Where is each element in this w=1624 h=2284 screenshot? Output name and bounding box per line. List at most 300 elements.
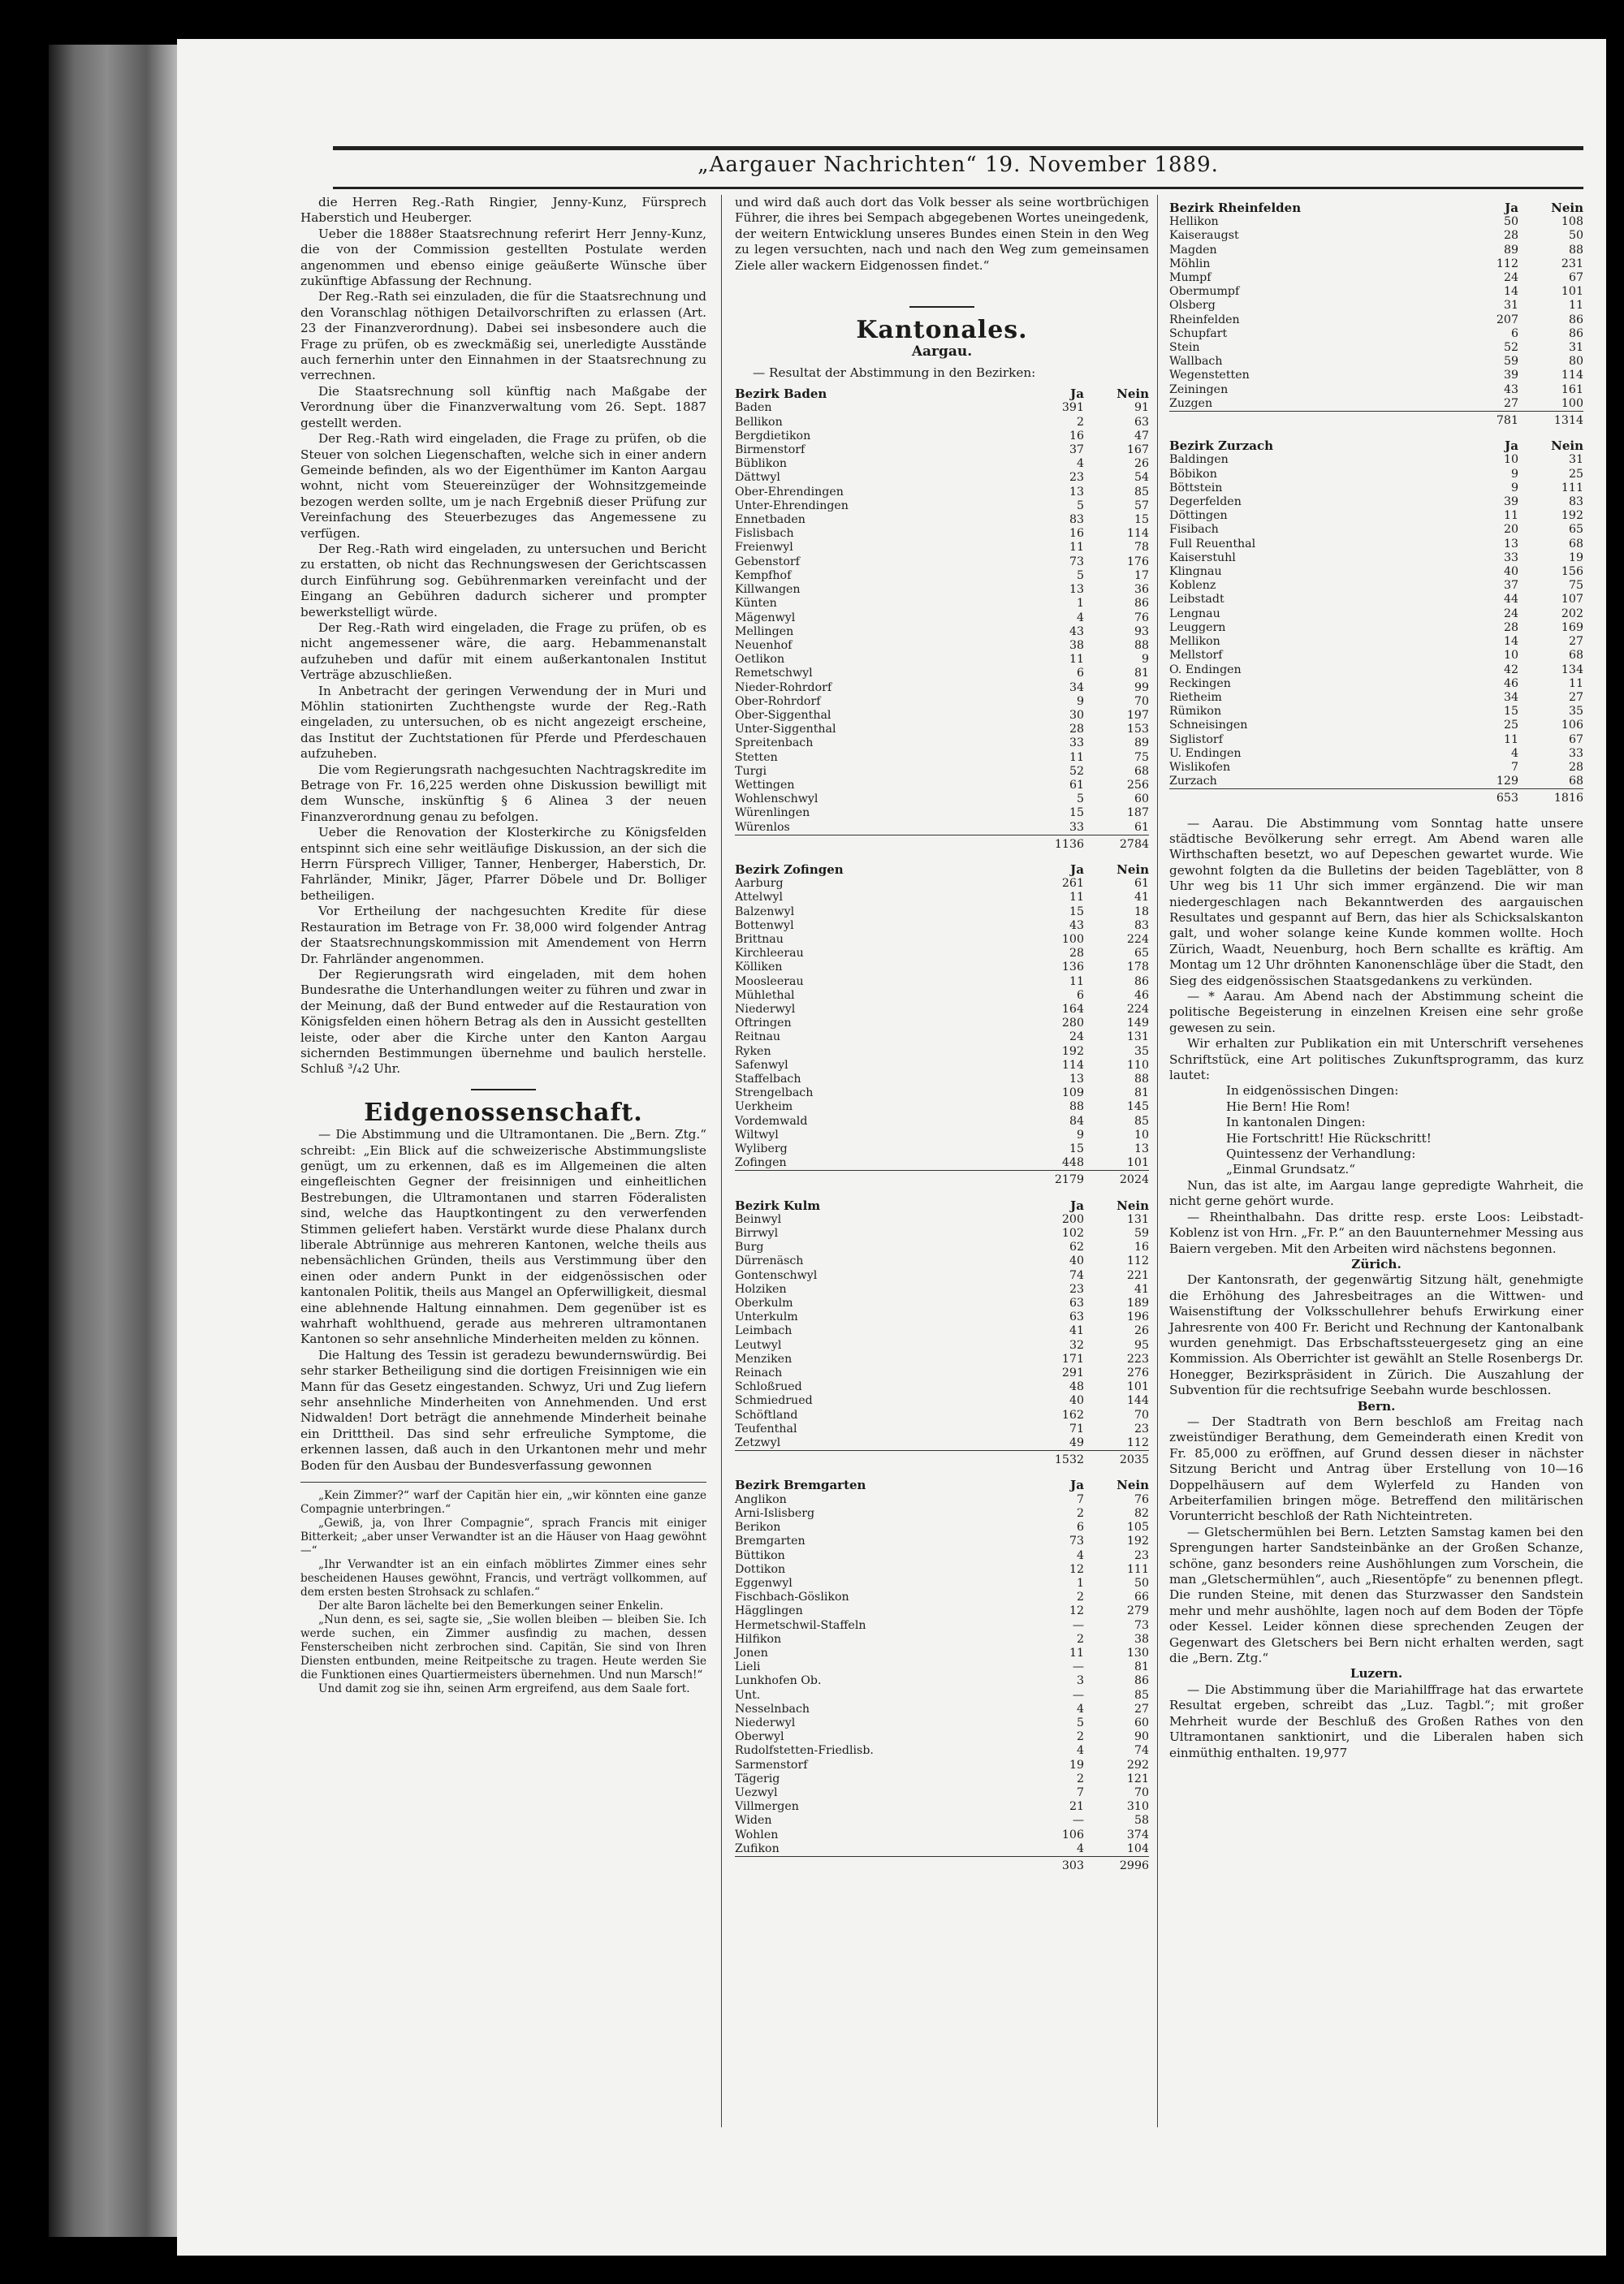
votes-nein: 11 (1568, 676, 1583, 690)
municipality: Obermumpf (1169, 285, 1240, 299)
votes-ja: 4 (1076, 457, 1084, 471)
municipality: Hellikon (1169, 215, 1219, 229)
municipality: Nieder-Rohrdorf (735, 680, 832, 694)
municipality: Leibstadt (1169, 593, 1224, 607)
votes-nein: 256 (1126, 778, 1149, 792)
table-row (1169, 579, 1583, 593)
municipality: Künten (735, 597, 777, 611)
municipality: Vordemwald (735, 1114, 808, 1128)
votes-nein: 9 (1141, 653, 1149, 667)
votes-ja: 4 (1076, 1702, 1084, 1716)
votes-ja: 200 (1061, 1212, 1084, 1226)
masthead-title: „Aargauer Nachrichten“ 19. November 1889. (698, 153, 1219, 177)
votes-nein: 224 (1126, 1002, 1149, 1016)
municipality: Magden (1169, 243, 1217, 257)
votes-nein: 85 (1134, 1114, 1149, 1128)
municipality: Safenwyl (735, 1058, 788, 1072)
votes-ja: 63 (1069, 1297, 1084, 1310)
table-row (735, 1283, 1149, 1297)
municipality: Lunkhofen Ob. (735, 1674, 822, 1688)
votes-nein: 223 (1126, 1352, 1149, 1366)
table-row (1169, 313, 1583, 327)
column-header-ja: Ja (1505, 438, 1518, 454)
municipality: Schneisingen (1169, 719, 1248, 732)
votes-nein: 91 (1134, 401, 1149, 415)
votes-nein: 73 (1134, 1618, 1149, 1632)
votes-ja: 11 (1503, 509, 1518, 523)
votes-ja: 1 (1076, 1576, 1084, 1590)
column-header-nein: Nein (1551, 438, 1583, 454)
aarau-news-2 (1169, 1178, 1583, 1257)
paragraph: Die Haltung des Tessin ist geradezu bewundernswürdig. Bei sehr starker Betheiligung sind die dortigen Freisinnigen wie ein Mann für das Gesetz eingestanden. Schwyz, Uri und Zug liefern sehr ansehnliche Minderheiten von Annehmenden. Und erst Nidwalden! Dort beträgt die annehmende Minderheit beinahe ein Dritttheil. Das sind sehr erfreuliche Symptome, die erkennen lassen, daß auch in den Urkantonen mehr und mehr Boden für den Ausbau der Bundesverfassung gewonnen (300, 1347, 706, 1473)
table-row (735, 695, 1149, 709)
table-row (735, 919, 1149, 933)
votes-nein: 76 (1134, 1492, 1149, 1506)
votes-nein: 31 (1568, 453, 1583, 467)
table-row (735, 1814, 1149, 1828)
votes-ja: 4 (1076, 1548, 1084, 1562)
votes-nein: 76 (1134, 611, 1149, 624)
votes-ja: 44 (1503, 593, 1518, 607)
table-row (735, 457, 1149, 471)
table-row (1169, 229, 1583, 243)
table-row (735, 1828, 1149, 1842)
municipality: Anglikon (735, 1492, 787, 1506)
votes-nein: 189 (1126, 1297, 1149, 1310)
municipality: Unterkulm (735, 1310, 798, 1324)
votes-ja: 33 (1503, 550, 1518, 564)
votes-ja: 100 (1061, 932, 1084, 946)
table-row (735, 821, 1149, 835)
votes-ja: 13 (1069, 1073, 1084, 1086)
table-row (1169, 327, 1583, 341)
table-row (1169, 383, 1583, 397)
heading-aargau: Aargau. (911, 343, 973, 361)
municipality: Zuzgen (1169, 396, 1213, 410)
municipality: Degerfelden (1169, 495, 1242, 509)
table-row (735, 1577, 1149, 1591)
votes-ja: 49 (1069, 1436, 1084, 1450)
table-row (735, 625, 1149, 639)
municipality: Klingnau (1169, 565, 1222, 579)
votes-nein: 310 (1126, 1800, 1149, 1814)
votes-nein: 74 (1134, 1744, 1149, 1758)
table-row (1169, 495, 1583, 509)
municipality: Kempfhof (735, 568, 792, 582)
table-row (735, 430, 1149, 443)
paragraph: — Der Stadtrath von Bern beschloß am Freitag nach zweistündiger Berathung, dem Gemeinderath einen Kredit von Fr. 85,000 zu eröffnen, auf Grund dessen dieser in nächster Sitzung Bericht und Antrag über Erstellung von 10—16 Doppelhäusern auf dem Wylerfeld zu Handen von Arbeiterfamilien bringen möge. Betreffend den militärischen Vorunterricht beschloß der Rath Nichteintreten. (1169, 1414, 1583, 1524)
votes-ja: 4 (1076, 1744, 1084, 1758)
masthead (333, 146, 1583, 179)
votes-ja: 14 (1503, 285, 1518, 299)
paragraph: — Aarau. Die Abstimmung vom Sonntag hatte unsere städtische Bevölkerung sehr erregt. Am Abend waren alle Wirthschaften besetzt, wo auf Depeschen gewartet wurde. Wie gewohnt folgten da die Bulletins der beiden Tageblätter, von 8 Uhr weg bis 11 Uhr sich immer ergänzend. Die wir man niedergeschlagen nach Bekanntwerden des aargauischen Resultates und gespannt auf Bern, das hier als Schicksalskanton galt, und woher solange keine Kunde kommen wollte. Hoch Zürich, Waadt, Neuenburg, hoch Bern schallte es kräftig. Am Montag um 12 Uhr dröhnten Kanonenschläge über die Stadt, den Sieg des eidgenössischen Staatsgedankens zu verkünden. (1169, 815, 1583, 988)
votes-nein: 83 (1568, 495, 1583, 509)
table-row (735, 877, 1149, 891)
municipality: Spreitenbach (735, 736, 814, 750)
votes-nein: 86 (1134, 974, 1149, 988)
votes-ja: 2 (1076, 1632, 1084, 1646)
votes-ja: 24 (1069, 1030, 1084, 1044)
heading-eidgenossenschaft: Eidgenossenschaft. (364, 1098, 643, 1127)
table-row (735, 1003, 1149, 1017)
votes-ja: 4 (1076, 1841, 1084, 1855)
votes-nein: 60 (1134, 1716, 1149, 1729)
paragraph: Die Staatsrechnung soll künftig nach Maßgabe der Verordnung über die Finanzverwaltung vom 26. Sept. 1887 gestellt werden. (300, 383, 706, 430)
votes-ja: 24 (1503, 607, 1518, 620)
municipality: Hermetschwil-Staffeln (735, 1618, 866, 1632)
feuilleton-paragraph: „Kein Zimmer?“ warf der Capitän hier ein, „wir könnten eine ganze Compagnie unterbringen.“ (300, 1489, 706, 1517)
municipality: Villmergen (735, 1800, 799, 1814)
votes-ja: 5 (1076, 792, 1084, 806)
column-header-ja: Ja (1070, 1478, 1084, 1493)
votes-nein: 68 (1568, 649, 1583, 663)
votes-ja: 37 (1503, 579, 1518, 593)
votes-nein: 81 (1134, 1086, 1149, 1100)
votes-ja: 162 (1061, 1408, 1084, 1422)
votes-nein: 99 (1134, 680, 1149, 694)
votes-nein: 197 (1126, 708, 1149, 722)
votes-ja: 4 (1510, 746, 1518, 760)
votes-nein: 276 (1126, 1367, 1149, 1380)
votes-nein: 111 (1126, 1562, 1149, 1576)
votes-nein: 63 (1134, 415, 1149, 429)
votes-nein: 47 (1134, 429, 1149, 443)
table-row (735, 947, 1149, 961)
table-row (735, 1310, 1149, 1324)
table-row (735, 1647, 1149, 1660)
votes-ja: 12 (1069, 1604, 1084, 1618)
municipality: Mumpf (1169, 271, 1212, 285)
program-line: Hie Bern! Hie Rom! (1226, 1099, 1351, 1114)
table-row (735, 1772, 1149, 1786)
votes-nein: 374 (1126, 1828, 1149, 1841)
municipality: Rümikon (1169, 705, 1222, 719)
paragraph: — Rheinthalbahn. Das dritte resp. erste Loos: Leibstadt-Koblenz ist von Hrn. „Fr. P.“ an den Bauunternehmer Messing aus Baiern vergeben. Mit den Arbeiten wird nächstens begonnen. (1169, 1209, 1583, 1256)
votes-nein: 156 (1561, 565, 1583, 579)
votes-ja: 20 (1503, 523, 1518, 537)
column-header-ja: Ja (1070, 386, 1084, 402)
votes-nein: 11 (1568, 299, 1583, 313)
votes-ja: 10 (1503, 649, 1518, 663)
table-row (735, 1100, 1149, 1114)
votes-ja: 25 (1503, 719, 1518, 732)
municipality: Kaiserstuhl (1169, 550, 1236, 564)
municipality: Freienwyl (735, 541, 793, 555)
votes-ja: 6 (1076, 1521, 1084, 1535)
municipality: Tägerig (735, 1772, 780, 1785)
table-row (735, 1436, 1149, 1451)
municipality: Rheinfelden (1169, 313, 1240, 326)
table-row (735, 1535, 1149, 1548)
municipality: Niederwyl (735, 1716, 796, 1729)
table-row (735, 891, 1149, 905)
votes-nein: 28 (1568, 760, 1583, 774)
table-row (1169, 285, 1583, 299)
votes-nein: 41 (1134, 1282, 1149, 1296)
municipality: Olsberg (1169, 299, 1216, 313)
votes-nein: 16 (1134, 1241, 1149, 1254)
municipality: Lengnau (1169, 607, 1220, 620)
municipality: Wyliberg (735, 1142, 788, 1156)
luzern-news: — Die Abstimmung über die Mariahilffrage hat das erwartete Resultat ergeben, schreibt das „Luz. Tagbl.“; mit großer Mehrheit wurde der Beschluß des Großen Rathes von den Ultramontanen sanktionirt, und die Liberalen haben sich einmüthig enthalten. 19,977 (1169, 1682, 1583, 1760)
votes-nein: 95 (1134, 1338, 1149, 1352)
municipality: Baldingen (1169, 453, 1229, 467)
municipality: Leuggern (1169, 620, 1226, 634)
table-row (735, 1017, 1149, 1030)
votes-nein: 93 (1134, 624, 1149, 638)
paragraph: In Anbetracht der geringen Verwendung der in Muri und Möhlin stationirten Zuchthengste wurde der Reg.-Rath eingeladen, zu untersuchen, ob es nicht angezeigt erscheine, das Institut der Zuchtstationen für Pferde und Pferdeschauen aufzuheben. (300, 683, 706, 762)
municipality: Moosleerau (735, 974, 804, 988)
paragraph: Ueber die 1888er Staatsrechnung referirt Herr Jenny-Kunz, die von der Commission gestellten Postulate werden angenommen und ebenso einige geäußerte Wünsche über zukünftige Abfassung der Rechnung. (300, 226, 706, 289)
votes-nein: 23 (1134, 1548, 1149, 1562)
table-row (735, 1030, 1149, 1044)
votes-ja: 13 (1503, 537, 1518, 550)
municipality: Eggenwyl (735, 1576, 793, 1590)
votes-ja: 7 (1076, 1492, 1084, 1506)
votes-ja: 28 (1069, 723, 1084, 736)
votes-nein: 149 (1126, 1017, 1149, 1030)
table-row (1169, 355, 1583, 369)
municipality: Staffelbach (735, 1073, 801, 1086)
votes-ja: 2 (1076, 1591, 1084, 1604)
votes-nein: 110 (1126, 1058, 1149, 1072)
feuilleton-paragraph: „Gewiß, ja, von Ihrer Compagnie“, sprach Francis mit einiger Bitterkeit; „aber unser Verwandter ist an die Häuser von Haag gewöhnt —“ (300, 1517, 706, 1558)
municipality: Schupfart (1169, 326, 1228, 340)
municipality: Birmenstorf (735, 443, 806, 457)
votes-nein: 27 (1568, 635, 1583, 649)
place-luzern: Luzern. (1350, 1666, 1403, 1682)
table-row (735, 1241, 1149, 1254)
table-row (1169, 523, 1583, 537)
votes-ja: 43 (1503, 382, 1518, 396)
votes-ja: 10 (1503, 453, 1518, 467)
table-row (735, 1324, 1149, 1338)
paragraph: — * Aarau. Am Abend nach der Abstimmung scheint die politische Begeisterung in einzelnen Kreisen eine sehr große gewesen zu sein. (1169, 989, 1583, 1035)
municipality: Wallbach (1169, 355, 1223, 369)
votes-ja: 37 (1069, 443, 1084, 457)
municipality: Ober-Rohrdorf (735, 694, 821, 708)
municipality: Zurzach (1169, 775, 1217, 788)
municipality: Bergdietikon (735, 429, 811, 443)
votes-ja: 207 (1496, 313, 1518, 326)
votes-nein: 83 (1134, 918, 1149, 932)
table-row (1169, 719, 1583, 732)
votes-nein: 167 (1126, 443, 1149, 457)
district-table (735, 863, 1149, 1193)
table-row (1169, 271, 1583, 285)
total-nein: 2035 (1084, 1451, 1149, 1473)
votes-nein: 60 (1134, 792, 1149, 806)
votes-ja: 89 (1503, 243, 1518, 257)
votes-ja: 6 (1076, 667, 1084, 680)
article-ultramontanen (300, 1127, 706, 1474)
municipality: Wiltwyl (735, 1128, 779, 1142)
votes-nein: 111 (1561, 481, 1583, 494)
votes-ja: 11 (1503, 732, 1518, 746)
column-header-ja: Ja (1070, 1198, 1084, 1213)
table-row (1169, 775, 1583, 789)
table-row (735, 1269, 1149, 1283)
masthead-rule-bottom (333, 187, 1583, 189)
table-row (1169, 635, 1583, 649)
votes-nein: 101 (1561, 285, 1583, 299)
table-row (735, 1380, 1149, 1394)
table-row (1169, 649, 1583, 663)
votes-nein: 104 (1126, 1841, 1149, 1855)
municipality: Wegenstetten (1169, 369, 1250, 382)
table-row (735, 1759, 1149, 1772)
feuilleton (300, 1489, 706, 1696)
table-row (1169, 257, 1583, 271)
votes-ja: 11 (1069, 750, 1084, 764)
votes-ja: 15 (1503, 705, 1518, 719)
votes-nein: 224 (1126, 932, 1149, 946)
table-row (735, 1115, 1149, 1129)
votes-nein: 75 (1134, 750, 1149, 764)
votes-ja: — (1072, 1618, 1084, 1632)
votes-ja: 46 (1503, 676, 1518, 690)
municipality: Oberwyl (735, 1730, 784, 1744)
municipality: Dottikon (735, 1562, 786, 1576)
feuilleton-paragraph: Und damit zog sie ihn, seinen Arm ergreifend, aus dem Saale fort. (318, 1682, 690, 1696)
votes-ja: 33 (1069, 820, 1084, 834)
column-1-paragraphs (300, 195, 706, 1077)
table-row (1169, 691, 1583, 705)
paragraph: Wir erhalten zur Publikation ein mit Unterschrift versehenes Schriftstück, eine Art politisches Zukunftsprogramm, das kurz lautet: (1169, 1036, 1583, 1083)
votes-ja: 50 (1503, 215, 1518, 229)
votes-nein: 89 (1134, 736, 1149, 750)
votes-nein: 86 (1568, 313, 1583, 326)
table-row (1169, 677, 1583, 691)
municipality: Wohlenschwyl (735, 792, 818, 806)
table-row (735, 989, 1149, 1003)
paragraph: Die vom Regierungsrath nachgesuchten Nachtragskredite im Betrage von Fr. 16,225 werden ohne Diskussion bewilligt mit dem Wunsche, inskünftig § 6 Alinea 3 der neuen Finanzverordnung genau zu befolgen. (300, 762, 706, 824)
votes-ja: 40 (1503, 565, 1518, 579)
municipality: Schmiedrued (735, 1394, 813, 1408)
paragraph: Der Regierungsrath wird eingeladen, mit dem hohen Bundesrathe die Unterhandlungen weiter zu führen und zwar in der Meinung, daß der Bund entweder auf die Restauration von Königsfelden einen höhern Betrag als den in Aussicht gestellten leiste, oder aber die Kirche unter den Kanton Aargau sichernden Bestimmungen übernehme und baulich herstelle. Schluß ³/₄2 Uhr. (300, 966, 706, 1077)
votes-nein: 61 (1134, 877, 1149, 891)
votes-ja: 106 (1061, 1828, 1084, 1841)
table-row (1169, 397, 1583, 412)
table-row (1169, 621, 1583, 635)
votes-ja: 28 (1503, 620, 1518, 634)
paragraph: Der Reg.-Rath sei einzuladen, die für die Staatsrechnung und den Voranschlag nöthigen Detailvorschriften zu erlassen (Art. 23 der Finanzverordnung). Dabei sei insbesondere auch die Frage zu prüfen, ob es zweckmäßig sei, unerledigte Ausstände auch fernerhin unter den Einnahmen in der Staatsrechnung zu verrechnen. (300, 289, 706, 383)
votes-ja: 38 (1069, 638, 1084, 652)
table-row (1169, 705, 1583, 719)
municipality: Beinwyl (735, 1212, 782, 1226)
municipality: Rudolfstetten-Friedlisb. (735, 1744, 874, 1758)
votes-ja: 42 (1503, 663, 1518, 676)
municipality: Schloßrued (735, 1380, 802, 1394)
municipality: Möhlin (1169, 257, 1211, 270)
municipality: Koblenz (1169, 579, 1216, 593)
table-row (735, 736, 1149, 750)
votes-nein: 70 (1134, 1408, 1149, 1422)
total-row (1169, 789, 1583, 811)
table-row (735, 1633, 1149, 1647)
municipality: Leimbach (735, 1324, 793, 1338)
votes-ja: 164 (1061, 1002, 1084, 1016)
votes-ja: 41 (1069, 1324, 1084, 1338)
municipality: Fislisbach (735, 527, 794, 541)
column-header-nein: Nein (1116, 861, 1149, 877)
paragraph: — Gletschermühlen bei Bern. Letzten Samstag kamen bei den Sprengungen harter Sandsteinbänke an der Großen Schanze, schöne, ganz besonders reine Aushöhlungen zum Vorschein, die man „Gletschermühlen“, auch „Riesentöpfe“ zu benennen pflegt. Die runden Steine, mit denen das Sturzwasser den Sandstein mehr und mehr aushöhlte, lagen noch auf dem Boden der Töpfe oder Kessel. Leider können diese sprechenden Zeugen der Gegenwart des Gletschers bei Bern nicht erhalten werden, sagt die „Bern. Ztg.“ (1169, 1524, 1583, 1666)
paragraph: die Herren Reg.-Rath Ringier, Jenny-Kunz, Fürsprech Haberstich und Heuberger. (300, 195, 706, 226)
district-title: Bezirk Kulm (735, 1198, 821, 1213)
table-row (735, 1353, 1149, 1367)
table-row (735, 583, 1149, 597)
total-ja: 1136 (1019, 835, 1084, 857)
table-row (735, 1156, 1149, 1171)
total-row (735, 1856, 1149, 1878)
votes-ja: 5 (1076, 1716, 1084, 1729)
votes-ja: 2 (1076, 1730, 1084, 1744)
municipality: Widen (735, 1814, 772, 1828)
votes-nein: 68 (1568, 775, 1583, 788)
votes-ja: 39 (1503, 495, 1518, 509)
total-nein: 2024 (1084, 1171, 1149, 1193)
votes-ja: 14 (1503, 635, 1518, 649)
votes-ja: 16 (1069, 429, 1084, 443)
municipality: Fisibach (1169, 523, 1219, 537)
municipality: Burg (735, 1241, 764, 1254)
votes-ja: 19 (1069, 1758, 1084, 1772)
municipality: Jonen (735, 1646, 768, 1660)
municipality: Unter-Siggenthal (735, 723, 836, 736)
article-continuation: und wird daß auch dort das Volk besser als seine wortbrüchigen Führer, die ihres bei Sempach abgegebenen Wortes uneingedenk, der weitern Entwicklung unseres Bundes einen Stein in den Weg zu legen versuchten, nach und nach den Weg zum gemeinsamen Ziele aller wackern Eidgenossen findet.“ (735, 195, 1149, 273)
paragraph: Der Reg.-Rath wird eingeladen, zu untersuchen und Bericht zu erstatten, ob nicht das Rechnungswesen der Gerichtscassen durch Einführung sog. Gebührenmarken vereinfacht und der Eingang an Gebühren dadurch sicherer und prompter bewerkstelligt würde. (300, 541, 706, 620)
votes-nein: 114 (1126, 527, 1149, 541)
municipality: Ober-Ehrendingen (735, 485, 844, 499)
votes-nein: 176 (1126, 555, 1149, 568)
paragraph: Ueber die Renovation der Klosterkirche zu Königsfelden entspinnt sich eine sehr weitläufige Diskussion, an der sich die Herrn Fürsprech Villiger, Tanner, Henberger, Haberstich, Dr. Fahrländer, Minikr, Jäger, Pfarrer Döbele und Dr. Bolliger betheiligen. (300, 825, 706, 903)
votes-ja: 2 (1076, 415, 1084, 429)
votes-nein: 36 (1134, 583, 1149, 597)
table-row (1169, 565, 1583, 579)
table-row (735, 681, 1149, 695)
votes-nein: 231 (1561, 257, 1583, 270)
votes-nein: 131 (1126, 1030, 1149, 1044)
district-results-continued (1169, 201, 1583, 811)
votes-ja: 43 (1069, 918, 1084, 932)
municipality: Dürrenäsch (735, 1254, 804, 1268)
votes-ja: 11 (1069, 891, 1084, 905)
total-label (1169, 789, 1453, 811)
votes-ja: 4 (1076, 611, 1084, 624)
municipality: Oftringen (735, 1017, 792, 1030)
votes-nein: 57 (1134, 499, 1149, 512)
votes-nein: 202 (1561, 607, 1583, 620)
bern-news (1169, 1414, 1583, 1667)
municipality: Würenlingen (735, 806, 810, 820)
votes-ja: 9 (1076, 1128, 1084, 1142)
votes-nein: 169 (1561, 620, 1583, 634)
votes-ja: 71 (1069, 1422, 1084, 1436)
table-row (1169, 747, 1583, 761)
table-row (735, 1423, 1149, 1436)
votes-ja: 61 (1069, 778, 1084, 792)
aarau-news (1169, 816, 1583, 1084)
municipality: Ober-Siggenthal (735, 708, 831, 722)
municipality: Büttikon (735, 1548, 785, 1562)
municipality: Niederwyl (735, 1002, 796, 1016)
section-divider (471, 1089, 536, 1090)
table-row (735, 1129, 1149, 1142)
votes-nein: 134 (1561, 663, 1583, 676)
municipality: Turgi (735, 764, 767, 778)
votes-ja: 114 (1061, 1058, 1084, 1072)
municipality: Mellikon (1169, 635, 1220, 649)
